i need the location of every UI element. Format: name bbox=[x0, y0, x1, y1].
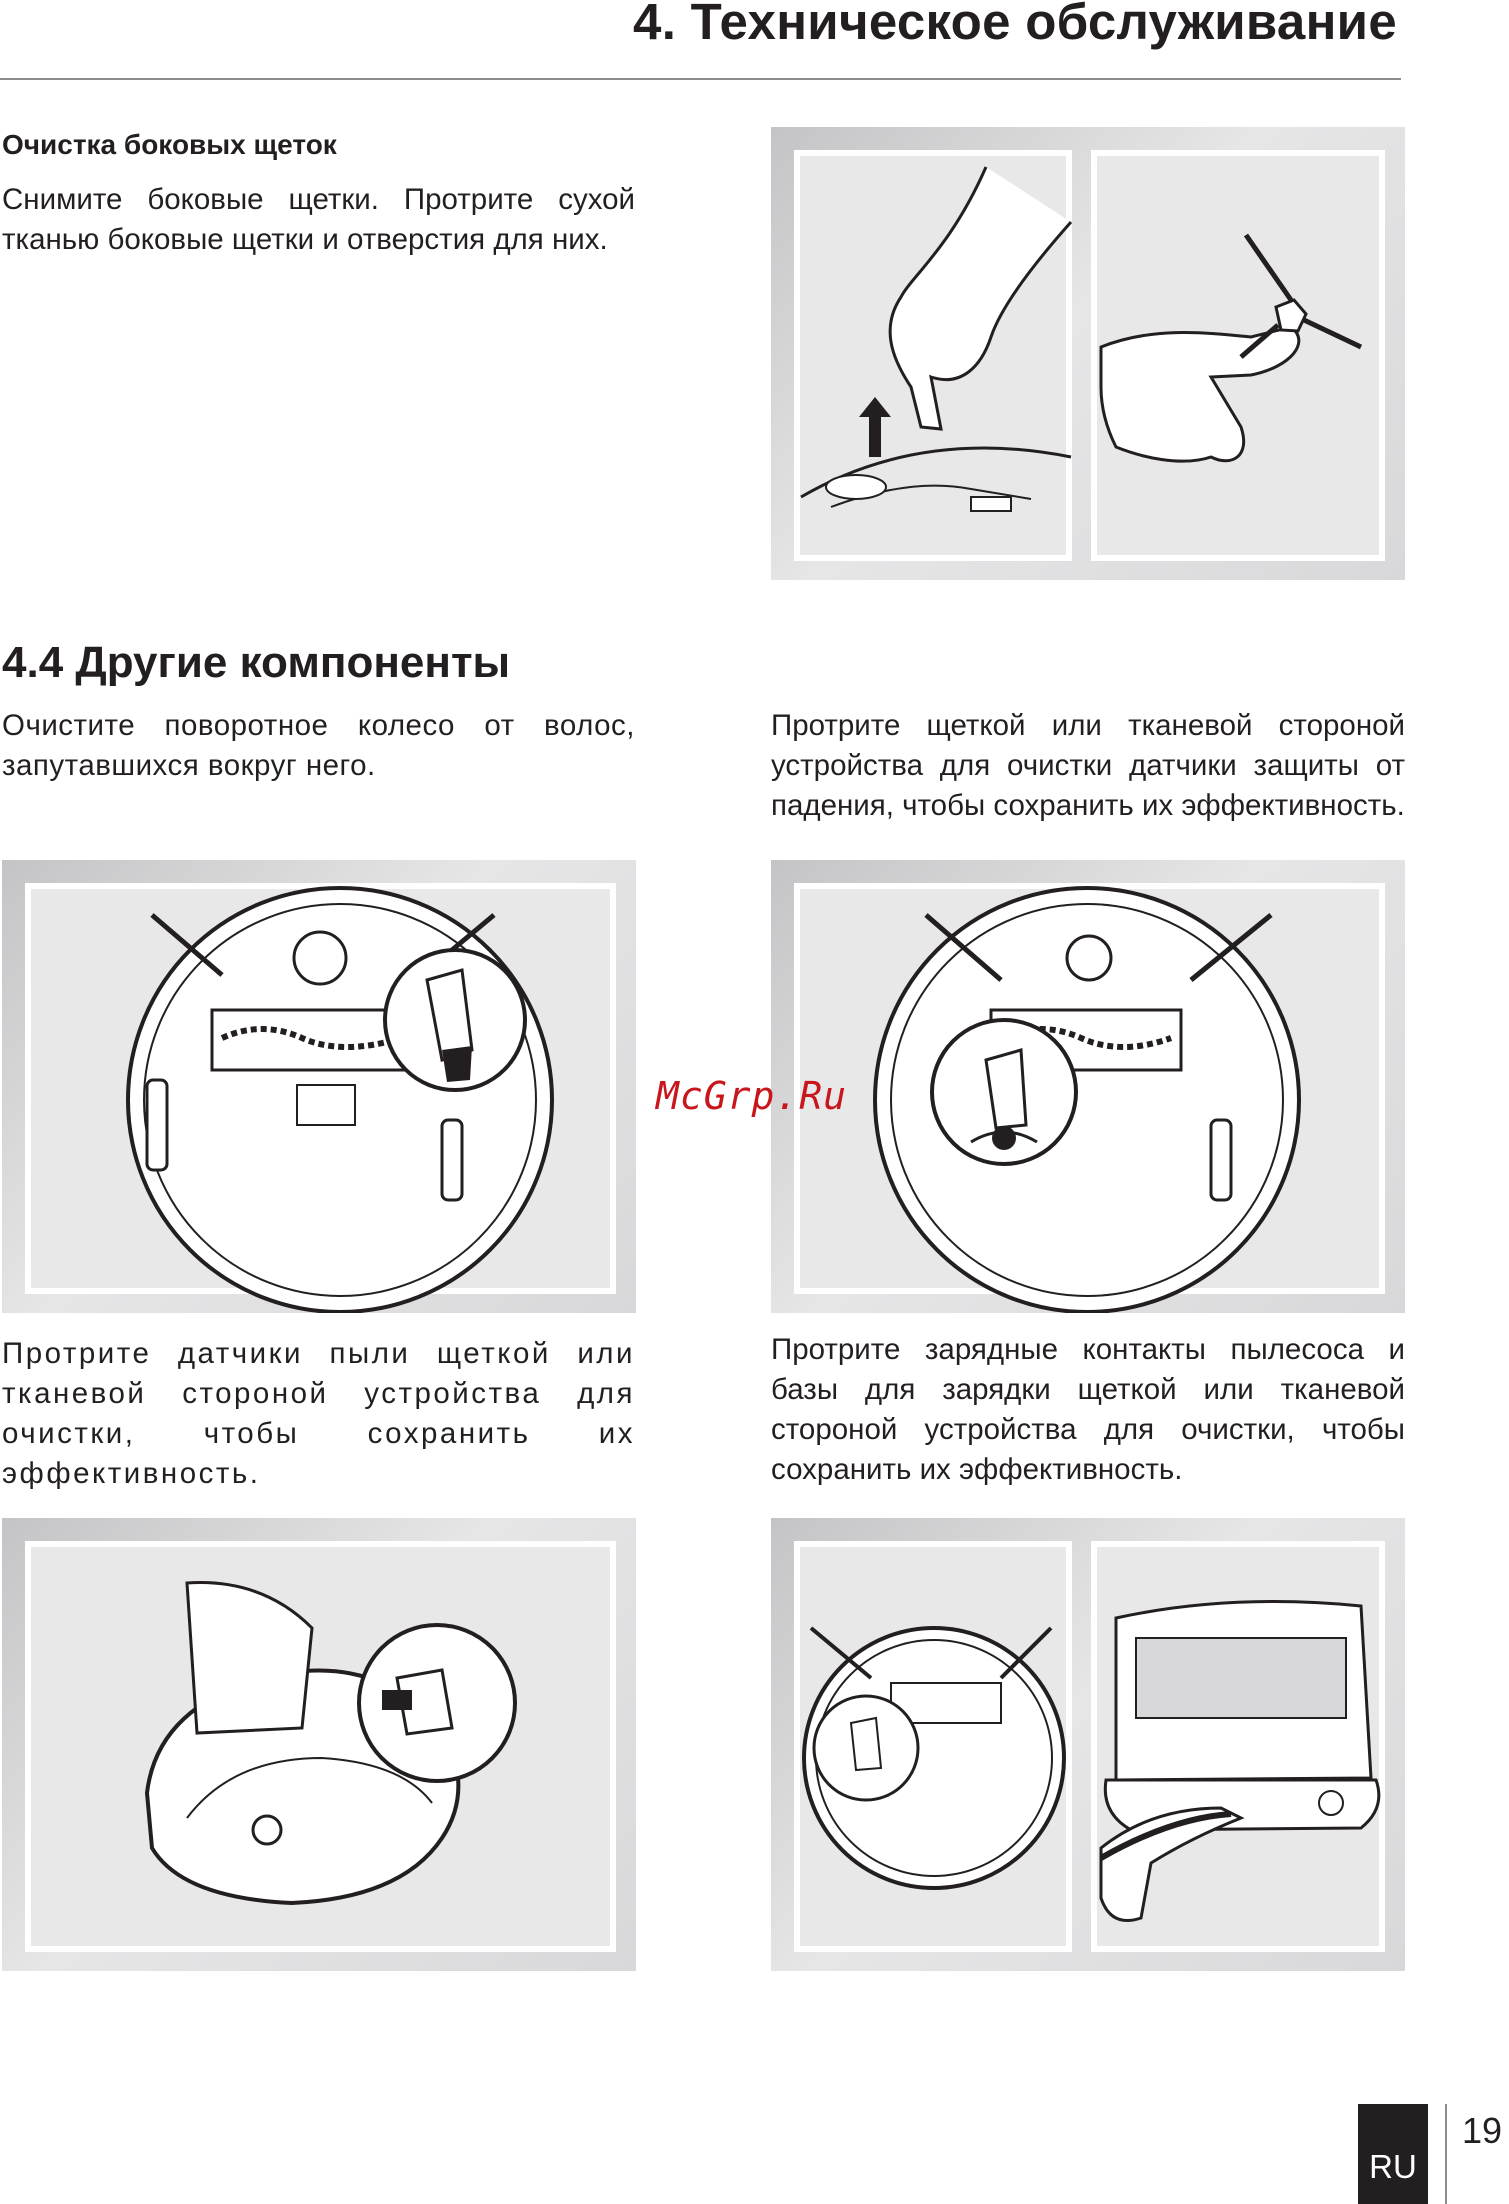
charging-contacts-illustration bbox=[771, 1518, 1405, 1971]
page-number: 19 bbox=[1462, 2110, 1503, 2151]
language-badge: RU bbox=[1358, 2104, 1428, 2204]
dust-sensors-text: Протрите датчики пыли щеткой или тканевой стороной устройства для очистки, чтобы сохранить их эффективность. bbox=[2, 1337, 635, 1490]
page-title: 4. Техническое обслуживание bbox=[633, 0, 1397, 50]
swivel-wheel-drawing bbox=[2, 860, 636, 1313]
side-brushes-heading: Очистка боковых щеток bbox=[2, 129, 337, 160]
swivel-wheel-illustration bbox=[2, 860, 636, 1313]
swivel-wheel-text: Очистите поворотное колесо от волос, запутавшихся вокруг него. bbox=[2, 709, 635, 782]
cliff-sensors-text: Протрите щеткой или тканевой стороной устройства для очистки датчики защиты от падения, чтобы сохранить их эффективность. bbox=[771, 709, 1405, 822]
title-divider bbox=[0, 78, 1401, 80]
cliff-sensor-drawing bbox=[771, 860, 1405, 1313]
cliff-sensor-illustration bbox=[771, 860, 1405, 1313]
side-brush-drawing bbox=[771, 127, 1405, 580]
dust-sensor-drawing bbox=[2, 1518, 636, 1971]
footer-divider bbox=[1445, 2104, 1447, 2204]
section-heading: 4.4 Другие компоненты bbox=[2, 638, 511, 687]
dust-sensor-illustration bbox=[2, 1518, 636, 1971]
watermark: McGrp.Ru bbox=[656, 1074, 848, 1118]
charging-contacts-drawing bbox=[771, 1518, 1405, 1971]
side-brushes-text: Снимите боковые щетки. Протрите сухой тканью боковые щетки и отверстия для них. bbox=[2, 183, 635, 256]
charging-contacts-text: Протрите зарядные контакты пылесоса и базы для зарядки щеткой или тканевой стороной устройства для очистки, чтобы сохранить их эффективность. bbox=[771, 1333, 1405, 1486]
side-brush-removal-illustration bbox=[771, 127, 1405, 580]
